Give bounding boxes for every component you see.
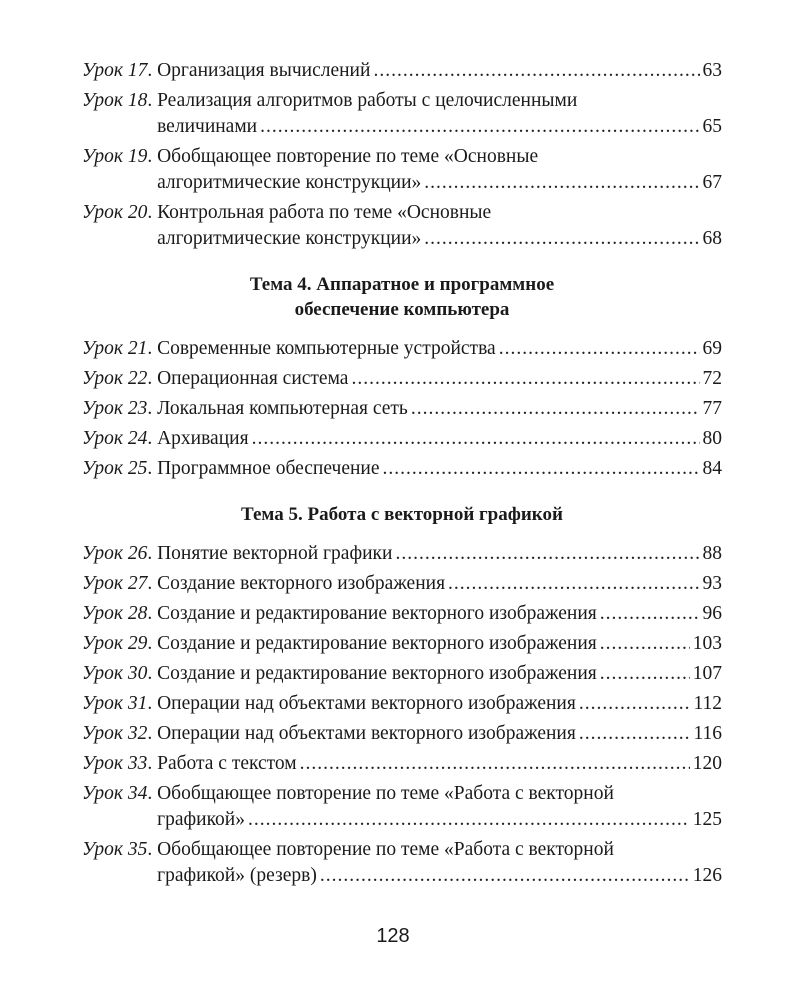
entry-line: [157, 336, 722, 362]
toc-entry: [82, 58, 722, 84]
section-title: [82, 502, 722, 527]
lesson-label: Урок 33: [82, 753, 148, 774]
entry-title: Операционная система: [157, 368, 349, 389]
lesson-separator: .: [147, 90, 158, 111]
entry-line: [157, 781, 722, 807]
lesson-prefix: [82, 144, 147, 170]
lesson-separator: .: [147, 146, 158, 167]
lesson-prefix: [82, 837, 147, 863]
toc-entry: [82, 426, 722, 452]
lesson-label: Урок 20: [82, 202, 148, 223]
entry-body: [157, 144, 722, 196]
lesson-prefix: [82, 631, 147, 657]
toc-entry: [82, 88, 722, 140]
entry-title: Архивация: [157, 428, 249, 449]
entry-page: 88: [702, 543, 722, 564]
entry-page: 80: [702, 428, 722, 449]
entry-line: [157, 58, 722, 84]
dot-leader: [300, 751, 690, 777]
lesson-prefix: [82, 88, 147, 114]
entry-title: Локальная компьютерная сеть: [157, 398, 408, 419]
lesson-separator: .: [147, 428, 158, 449]
entry-page: 69: [702, 338, 722, 359]
entry-page: 84: [702, 458, 722, 479]
lesson-label: Урок 17: [82, 60, 148, 81]
lesson-separator: .: [147, 368, 158, 389]
lesson-prefix: [82, 541, 147, 567]
lesson-prefix: [82, 426, 147, 452]
entry-page: 68: [702, 228, 722, 249]
entry-page: 107: [692, 663, 722, 684]
entry-body: [157, 396, 722, 422]
dot-leader: [383, 456, 700, 482]
entry-line: [157, 691, 722, 717]
entry-body: [157, 426, 722, 452]
toc-entry: [82, 721, 722, 747]
lesson-label: Урок 25: [82, 458, 148, 479]
entry-body: [157, 541, 722, 567]
entry-title: Работа с текстом: [157, 753, 297, 774]
toc-entry: [82, 144, 722, 196]
entry-line: [157, 721, 722, 747]
entry-page: 93: [702, 573, 722, 594]
toc-entry: [82, 336, 722, 362]
toc-entry: [82, 661, 722, 687]
toc-entry: [82, 691, 722, 717]
entry-title: Создание и редактирование векторного изображения: [157, 663, 597, 684]
entry-line: [157, 541, 722, 567]
dot-leader: [424, 170, 699, 196]
dot-leader: [320, 863, 690, 889]
entry-page: 116: [693, 723, 722, 744]
toc-entry: [82, 571, 722, 597]
entry-body: [157, 631, 722, 657]
entry-title: Программное обеспечение: [157, 458, 380, 479]
entry-body: [157, 58, 722, 84]
entry-page: 112: [693, 693, 722, 714]
toc-entry: [82, 456, 722, 482]
lesson-label: Урок 24: [82, 428, 148, 449]
lesson-label: Урок 22: [82, 368, 148, 389]
entry-page: 96: [702, 603, 722, 624]
entry-body: [157, 837, 722, 889]
entry-title: Реализация алгоритмов работы с целочисленными: [157, 90, 578, 111]
entry-body: [157, 336, 722, 362]
entry-line: [157, 456, 722, 482]
entry-body: [157, 366, 722, 392]
toc-entry: [82, 541, 722, 567]
lesson-separator: .: [147, 753, 158, 774]
lesson-label: Урок 31: [82, 693, 148, 714]
lesson-prefix: [82, 751, 147, 777]
lesson-label: Урок 34: [82, 783, 148, 804]
section-title-line: обеспечение компьютера: [294, 299, 510, 320]
lesson-separator: .: [147, 338, 158, 359]
lesson-separator: .: [147, 723, 158, 744]
entry-line: [157, 807, 722, 833]
lesson-prefix: [82, 781, 147, 807]
entry-title: Создание векторного изображения: [157, 573, 446, 594]
table-of-contents: [82, 58, 722, 889]
lesson-separator: .: [147, 573, 158, 594]
lesson-separator: .: [147, 839, 158, 860]
section-title: [82, 272, 722, 322]
toc-entry: [82, 751, 722, 777]
lesson-prefix: [82, 366, 147, 392]
lesson-separator: .: [147, 398, 158, 419]
dot-leader: [499, 336, 700, 362]
entry-body: [157, 571, 722, 597]
dot-leader: [579, 691, 691, 717]
lesson-separator: .: [147, 663, 158, 684]
entry-title: Обобщающее повторение по теме «Работа с векторной: [157, 783, 614, 804]
entry-title: графикой»: [157, 809, 245, 830]
lesson-separator: .: [147, 783, 158, 804]
lesson-separator: .: [147, 603, 158, 624]
lesson-label: Урок 28: [82, 603, 148, 624]
toc-entry: [82, 200, 722, 252]
entry-body: [157, 601, 722, 627]
lesson-label: Урок 18: [82, 90, 148, 111]
entry-title: Современные компьютерные устройства: [157, 338, 496, 359]
lesson-separator: .: [147, 458, 158, 479]
entry-line: [157, 114, 722, 140]
entry-title: Понятие векторной графики: [157, 543, 393, 564]
dot-leader: [252, 426, 700, 452]
toc-entry: [82, 837, 722, 889]
dot-leader: [351, 366, 699, 392]
entry-page: 126: [692, 865, 722, 886]
entry-page: 67: [702, 172, 722, 193]
toc-entry: [82, 781, 722, 833]
dot-leader: [600, 661, 690, 687]
lesson-separator: .: [147, 60, 158, 81]
lesson-label: Урок 21: [82, 338, 148, 359]
toc-entry: [82, 631, 722, 657]
lesson-separator: .: [147, 543, 158, 564]
entry-title: Создание и редактирование векторного изображения: [157, 633, 597, 654]
entry-page: 63: [702, 60, 722, 81]
entry-title: Организация вычислений: [157, 60, 371, 81]
lesson-label: Урок 26: [82, 543, 148, 564]
entry-page: 120: [692, 753, 722, 774]
entry-line: [157, 571, 722, 597]
lesson-prefix: [82, 661, 147, 687]
entry-body: [157, 691, 722, 717]
entry-line: [157, 170, 722, 196]
dot-leader: [248, 807, 690, 833]
lesson-separator: .: [147, 202, 158, 223]
lesson-label: Урок 23: [82, 398, 148, 419]
dot-leader: [448, 571, 699, 597]
entry-body: [157, 721, 722, 747]
lesson-label: Урок 35: [82, 839, 148, 860]
dot-leader: [411, 396, 700, 422]
lesson-prefix: [82, 691, 147, 717]
dot-leader: [260, 114, 699, 140]
entry-title: графикой» (резерв): [157, 865, 317, 886]
toc-entry: [82, 396, 722, 422]
entry-body: [157, 200, 722, 252]
lesson-prefix: [82, 200, 147, 226]
lesson-separator: .: [147, 693, 158, 714]
lesson-prefix: [82, 58, 147, 84]
entry-page: 65: [702, 116, 722, 137]
page-number: 128: [376, 925, 410, 947]
section-title-line: Тема 4. Аппаратное и программное: [249, 274, 555, 295]
entry-title: алгоритмические конструкции»: [157, 172, 422, 193]
entry-body: [157, 781, 722, 833]
entry-body: [157, 661, 722, 687]
entry-title: Создание и редактирование векторного изображения: [157, 603, 597, 624]
entry-title: Обобщающее повторение по теме «Основные: [157, 146, 539, 167]
dot-leader: [395, 541, 699, 567]
entry-line: [157, 631, 722, 657]
lesson-label: Урок 29: [82, 633, 148, 654]
entry-body: [157, 751, 722, 777]
entry-title: величинами: [157, 116, 258, 137]
entry-line: [157, 396, 722, 422]
entry-page: 125: [692, 809, 722, 830]
entry-line: [157, 751, 722, 777]
entry-title: Операции над объектами векторного изображения: [157, 723, 576, 744]
lesson-label: Урок 32: [82, 723, 148, 744]
entry-title: Обобщающее повторение по теме «Работа с векторной: [157, 839, 614, 860]
entry-line: [157, 144, 722, 170]
entry-line: [157, 226, 722, 252]
toc-entry: [82, 366, 722, 392]
dot-leader: [600, 631, 690, 657]
entry-line: [157, 863, 722, 889]
entry-page: 72: [702, 368, 722, 389]
lesson-prefix: [82, 456, 147, 482]
entry-title: Операции над объектами векторного изображения: [157, 693, 576, 714]
entry-line: [157, 366, 722, 392]
lesson-label: Урок 19: [82, 146, 148, 167]
entry-line: [157, 88, 722, 114]
lesson-prefix: [82, 571, 147, 597]
entry-line: [157, 426, 722, 452]
entry-line: [157, 200, 722, 226]
lesson-prefix: [82, 721, 147, 747]
lesson-prefix: [82, 396, 147, 422]
lesson-prefix: [82, 336, 147, 362]
entry-body: [157, 456, 722, 482]
entry-page: 77: [702, 398, 722, 419]
dot-leader: [600, 601, 700, 627]
lesson-label: Урок 27: [82, 573, 148, 594]
entry-title: алгоритмические конструкции»: [157, 228, 422, 249]
lesson-separator: .: [147, 633, 158, 654]
entry-line: [157, 837, 722, 863]
entry-line: [157, 661, 722, 687]
section-title-line: Тема 5. Работа с векторной графикой: [241, 504, 563, 525]
lesson-label: Урок 30: [82, 663, 148, 684]
entry-page: 103: [692, 633, 722, 654]
dot-leader: [373, 58, 699, 84]
dot-leader: [579, 721, 691, 747]
entry-line: [157, 601, 722, 627]
toc-entry: [82, 601, 722, 627]
entry-title: Контрольная работа по теме «Основные: [157, 202, 492, 223]
lesson-prefix: [82, 601, 147, 627]
dot-leader: [424, 226, 699, 252]
entry-body: [157, 88, 722, 140]
